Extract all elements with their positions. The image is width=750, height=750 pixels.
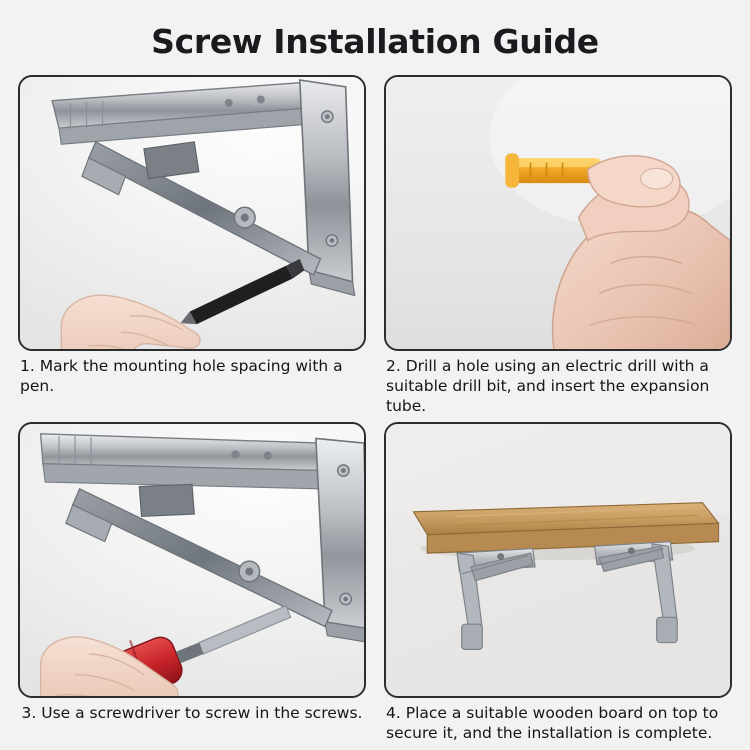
step-3-caption: 3. Use a screwdriver to screw in the screws.: [21, 704, 363, 723]
bracket-illustration-1: [20, 77, 364, 349]
steps-grid: [18, 75, 732, 744]
bracket-illustration-3: [20, 424, 364, 696]
step-3-photo: [18, 422, 366, 698]
step-2-caption: 2. Drill a hole using an electric drill with a suitable drill bit, and insert the expansion tube.: [386, 357, 710, 415]
step-card-1: [18, 75, 366, 416]
finished-shelf-illustration: [386, 424, 730, 696]
step-2-photo: [384, 75, 732, 351]
step-1-caption: 1. Mark the mounting hole spacing with a pen.: [20, 357, 343, 395]
expansion-tube-illustration: [386, 77, 730, 349]
step-card-3: [18, 422, 366, 744]
step-4-photo: [384, 422, 732, 698]
step-1-photo: [18, 75, 366, 351]
page-title: Screw Installation Guide: [151, 22, 599, 61]
step-card-4: [384, 422, 732, 744]
step-4-caption: 4. Place a suitable wooden board on top to secure it, and the installation is complete.: [386, 704, 719, 743]
step-card-2: [384, 75, 732, 416]
